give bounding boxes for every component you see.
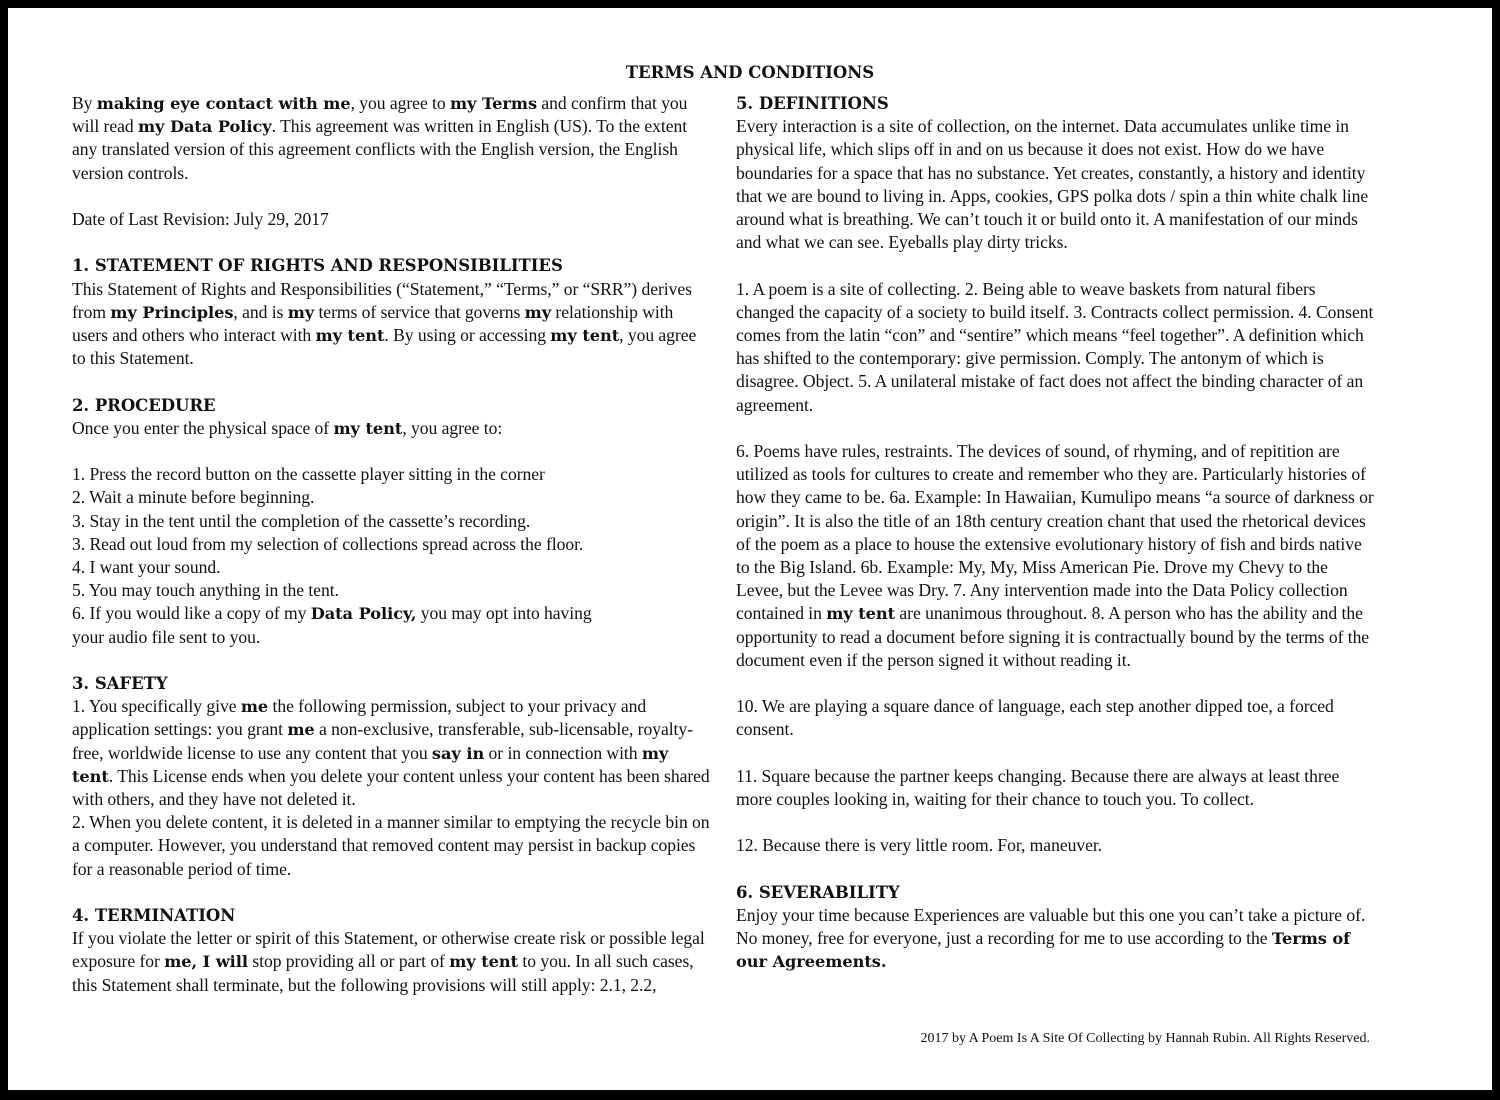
- section-1-bold: my: [524, 302, 552, 322]
- section-4-text: stop providing all or part of: [247, 951, 450, 972]
- procedure-item: 4. I want your sound.: [72, 557, 221, 577]
- intro-paragraph: [72, 92, 712, 185]
- definitions-paragraph: 10. We are playing a square dance of language, each step another dipped toe, a forced consent.: [736, 696, 1334, 740]
- section-6-body: [736, 904, 1376, 974]
- procedure-item: 5. You may touch anything in the tent.: [72, 580, 339, 601]
- section-2-text: Once you enter the physical space of: [72, 417, 334, 438]
- procedure-bold: Data Policy,: [310, 604, 417, 624]
- section-1-bold: my: [287, 302, 315, 322]
- section-1-bold: my tent: [550, 326, 620, 345]
- section-1-text: . By using or accessing: [384, 325, 551, 345]
- section-4-bold: my tent: [449, 952, 519, 972]
- definitions-text: 6. Poems have rules, restraints. The devices of sound, of rhyming, and of repitition are utilized as tools for cultures to create and remember who they are. Particularly histories of how they came to be. 6a. Example: In Hawaiian, Kumulipo means “a source of darkness or origin”. It is also the title of an 18th century creation chant that used the rhetorical devices of the poem as a place to house the extensive evolutionary history of fish and birds native to the Big Island. 6b. Example: My, My, Miss American Pie. Drove my Chevy to the Levee, but the Levee was Dry. 7. Any intervention made into the Data Policy collection contained in: [736, 441, 1374, 624]
- procedure-text: your audio file sent to you.: [72, 626, 261, 647]
- section-3-text: a non-exclusive, transferable, sub-licensable, royalty-free, worldwide license to use any content that you: [72, 719, 693, 763]
- revision-date: Date of Last Revision: July 29, 2017: [72, 209, 329, 229]
- section-1-text: , you agree to this Statement.: [72, 325, 697, 369]
- section-6-heading: 6. SEVERABILITY: [736, 882, 900, 902]
- section-2-intro: [72, 417, 712, 440]
- section-4-bold: me, I will: [164, 952, 248, 972]
- procedure-item: 2. Wait a minute before beginning.: [72, 487, 315, 508]
- section-1-bold: my Principles: [110, 302, 234, 322]
- section-1-bold: my tent: [315, 326, 385, 345]
- intro-bold: my Terms: [449, 94, 538, 113]
- procedure-text: 6. If you would like a copy of my: [72, 603, 311, 624]
- definitions-paragraph: Every interaction is a site of collection, on the internet. Data accumulates unlike time in physical life, which slips off in and on us because it does not exist. How do we have boundaries for a space that has no substance. Yet creates, constantly, a history and identity that we are bound to living in. Apps, cookies, GPS polka dots / spin a thin white chalk line around what is breathing. We can’t touch it or build onto it. A manifestation of our minds and what we can see. Eyeballs play dirty tricks.: [736, 116, 1369, 253]
- right-column: [736, 92, 1376, 974]
- section-1-text: terms of service that governs: [314, 301, 525, 322]
- procedure-item: 3. Stay in the tent until the completion of the cassette’s recording.: [72, 510, 531, 531]
- section-1-body: [72, 278, 712, 371]
- section-3-heading: 3. SAFETY: [72, 674, 168, 693]
- definitions-bold: my tent: [826, 604, 896, 624]
- section-4-text: to you. In all such cases, this Statement shall terminate, but the following provisions will still apply: 2.1, 2.2,: [72, 951, 694, 995]
- section-4-text: If you violate the letter or spirit of this Statement, or otherwise create risk or possible legal exposure for: [72, 928, 705, 972]
- section-4-heading: 4. TERMINATION: [72, 906, 236, 926]
- intro-text: , you agree to: [350, 93, 450, 113]
- section-3-bold: my tent: [72, 743, 669, 786]
- document-page: [8, 8, 1492, 1090]
- procedure-text: you may opt into having: [416, 603, 592, 624]
- section-3-text: . This License ends when you delete your content unless your content has been shared with others, and they have not deleted it.: [72, 765, 710, 810]
- section-3-bold: me: [287, 720, 315, 740]
- section-6-bold: Terms of our Agreements.: [736, 929, 1351, 972]
- section-1-text: , and is: [233, 301, 288, 322]
- procedure-item: 1. Press the record button on the cassette player sitting in the corner: [72, 464, 545, 485]
- definitions-paragraph: 12. Because there is very little room. For, maneuver.: [736, 835, 1103, 856]
- intro-bold: my Data Policy: [137, 117, 272, 137]
- section-3-paragraph-2: 2. When you delete content, it is deleted in a manner similar to emptying the recycle bin on a computer. However, you understand that removed content may persist in backup copies for a reasonable period of time.: [72, 812, 710, 879]
- section-6-text: Enjoy your time because Experiences are valuable but this one you can’t take a picture of. No money, free for everyone, just a recording for me to use according to the: [736, 905, 1366, 949]
- procedure-item: 3. Read out loud from my selection of collections spread across the floor.: [72, 533, 584, 554]
- left-column: [72, 92, 712, 997]
- section-1-text: relationship with users and others who interact with: [72, 301, 674, 345]
- intro-bold: making eye contact with me: [96, 94, 351, 113]
- intro-text: . This agreement was written in English (US). To the extent any translated version of this agreement conflicts with the English version, the English version controls.: [72, 116, 688, 183]
- definitions-text: are unanimous throughout. 8. A person who has the ability and the opportunity to read a document before signing it is contractually bound by the terms of the document even if the person signed it without reading it.: [736, 603, 1370, 670]
- definitions-paragraph: [736, 440, 1376, 672]
- procedure-item-last: [72, 602, 712, 648]
- section-1-text: This Statement of Rights and Responsibilities (“Statement,” “Terms,” or “SRR”) derives from: [72, 278, 692, 322]
- copyright-notice: 2017 by A Poem Is A Site Of Collecting by Hannah Rubin. All Rights Reserved.: [920, 1031, 1370, 1046]
- section-2-text: , you agree to:: [402, 417, 503, 438]
- section-2-bold: my tent: [333, 418, 403, 438]
- section-3-bold: me: [240, 697, 269, 717]
- section-3-bold: say in: [431, 743, 485, 763]
- section-3-text: 1. You specifically give: [72, 696, 241, 717]
- document-title: TERMS AND CONDITIONS: [625, 63, 875, 82]
- section-3-body: [72, 695, 712, 811]
- intro-text: By: [72, 93, 97, 113]
- section-1-heading: 1. STATEMENT OF RIGHTS AND RESPONSIBILITIES: [72, 256, 563, 276]
- definitions-paragraph: 1. A poem is a site of collecting. 2. Being able to weave baskets from natural fibers changed the capacity of a society to build itself. 3. Contracts collect permission. 4. Consent comes from the latin “con” and “sentire” which means “feel together”. A definition which has shifted to the contemporary: give permission. Comply. The antonym of which is disagree. Object. 5. A unilateral mistake of fact does not affect the binding character of an agreement.: [736, 278, 1374, 415]
- definitions-paragraph: 11. Square because the partner keeps changing. Because there are always at least three more couples looking in, waiting for their chance to touch you. To collect.: [736, 765, 1340, 810]
- section-4-body: [72, 927, 712, 997]
- section-2-heading: 2. PROCEDURE: [72, 395, 216, 415]
- section-3-text: or in connection with: [484, 742, 642, 763]
- section-3-text: the following permission, subject to your privacy and application settings: you grant: [72, 696, 647, 740]
- section-5-heading: 5. DEFINITIONS: [736, 94, 889, 113]
- intro-text: and confirm that you will read: [72, 93, 688, 137]
